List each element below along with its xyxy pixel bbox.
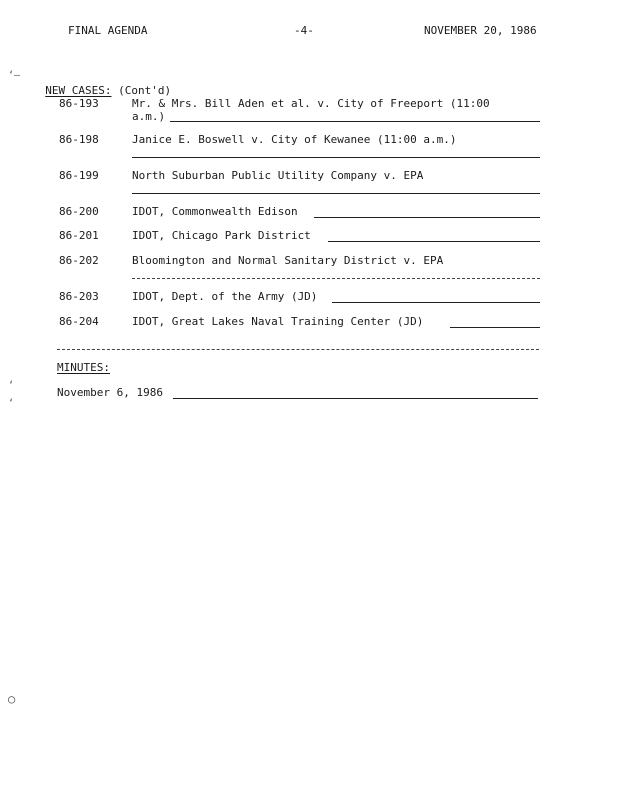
entry-line [314,217,540,218]
entry-line [332,302,540,303]
case-number: 86-199 [59,169,99,182]
page-number: -4- [294,24,314,37]
case-number: 86-203 [59,290,99,303]
case-number: 86-201 [59,229,99,242]
margin-mark: ‘ [8,380,15,391]
new-cases-label: NEW CASES: [45,84,112,97]
margin-mark: ‘— [8,70,21,81]
new-cases-suffix: (Cont'd) [118,84,172,97]
header-left: FINAL AGENDA [68,24,148,37]
entry-line [132,193,540,194]
case-title: Janice E. Boswell v. City of Kewanee (11:00 a.m.) [132,133,457,146]
entry-line [170,121,540,122]
entry-line [132,278,540,279]
case-number: 86-200 [59,205,99,218]
margin-mark: ‘ [8,398,15,409]
minutes-heading: MINUTES: [57,361,110,374]
case-title: IDOT, Great Lakes Naval Training Center (JD) [132,315,424,328]
case-number: 86-202 [59,254,99,267]
entry-line [132,157,540,158]
case-title: IDOT, Commonwealth Edison [132,205,298,218]
case-title: Bloomington and Normal Sanitary District v. EPA [132,254,444,267]
case-number: 86-193 [59,97,99,110]
section-divider [57,349,539,350]
entry-line [328,241,540,242]
entry-line [450,327,540,328]
case-title: IDOT, Dept. of the Army (JD) [132,290,318,303]
header-date: NOVEMBER 20, 1986 [424,24,537,37]
minutes-entry: November 6, 1986 [57,386,163,399]
case-title-continued: a.m.) [132,110,166,123]
case-title: IDOT, Chicago Park District [132,229,311,242]
punch-hole-mark: ○ [8,692,16,706]
new-cases-heading [32,71,171,97]
case-number: 86-204 [59,315,99,328]
case-title: Mr. & Mrs. Bill Aden et al. v. City of Freeport (11:00 [132,97,490,110]
case-title: North Suburban Public Utility Company v. EPA [132,169,424,182]
entry-line [173,398,538,399]
case-number: 86-198 [59,133,99,146]
